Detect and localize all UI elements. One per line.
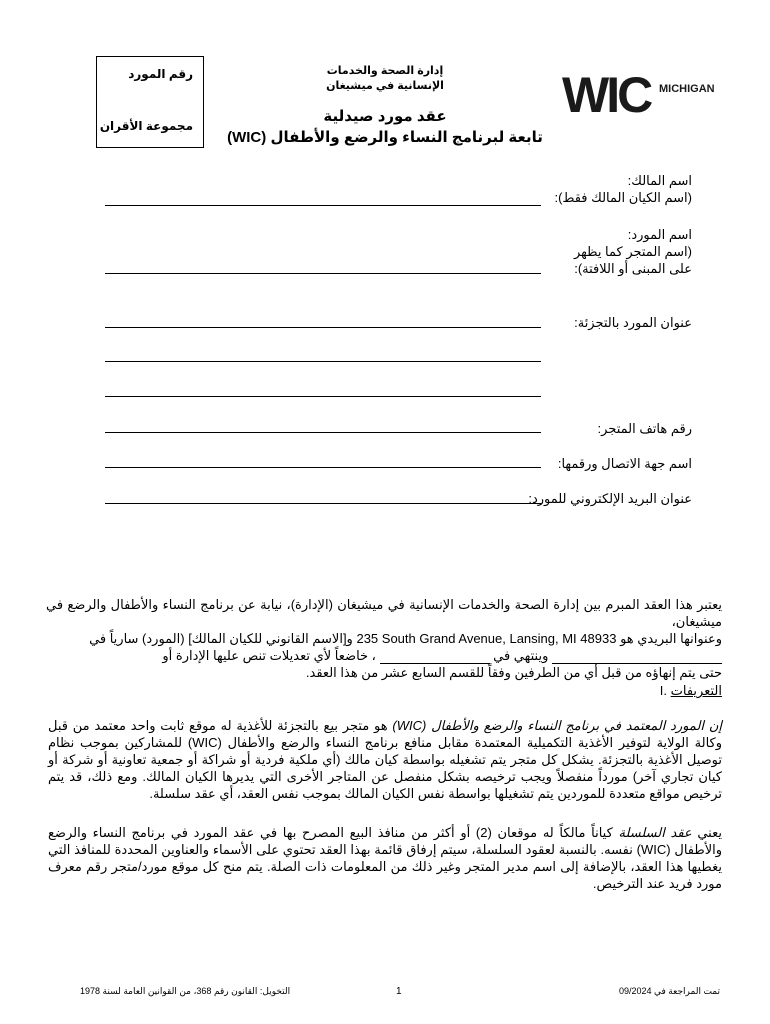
vendor-name-note-1: (اسم المتجر كما يظهر [573, 244, 692, 259]
definition-authorized-vendor [48, 717, 722, 802]
retail-address-field-3[interactable] [105, 396, 541, 397]
intro-line-2-b: و[الاسم القانوني للكيان المالك] (المورد) سارياً في [89, 631, 353, 646]
vendor-info-box [96, 56, 204, 148]
retail-address-field-1[interactable] [105, 327, 541, 328]
intro-line-1: يعتبر هذا العقد المبرم بين إدارة الصحة والخدمات الإنسانية في ميشيغان (الإدارة)، نيابة عن برنامج النساء والأطفال والرضع في ميشيغان، [46, 597, 722, 629]
chain-contract-text: كياناً مالكاً له موقعان (2) أو أكثر من منافذ البيع المصرح بها في عقد المورد في برنامج النساء والرضع والأطفال (WIC) نفسه. بالنسبة لعقود السلسلة، سيتم إرفاق قائمة بهذا العقد تحتوي على الأسماء والعناوين المحددة للمنافذ التي يغطيها هذا العقد، بالإضافة إلى اسم مدير المتجر وغير ذلك من المعلومات ذات الصلة. يتم منح كل موقع مورد/متجر رقم معرف مورد فريد عند الترخيص. [48, 825, 723, 891]
footer-page-number: 1 [396, 986, 402, 997]
phone-label: رقم هاتف المتجر: [597, 421, 692, 436]
intro-line-3 [46, 647, 722, 664]
footer-revised: تمت المراجعة في 09/2024 [618, 986, 720, 996]
section-number: I. [659, 683, 668, 698]
footer-authority: التخويل: القانون رقم 368، من القوانين العامة لسنة 1978 [80, 986, 291, 996]
intro-line-3-a: وينتهي في [493, 648, 549, 663]
owner-name-label: اسم المالك: [627, 173, 692, 188]
logo-state-text: MICHIGAN [659, 83, 715, 95]
authorized-vendor-term: إن المورد المعتمد في برنامج النساء والرضع والأطفال (WIC) [392, 718, 722, 733]
section-title: التعريفات [670, 683, 722, 698]
wic-michigan-logo [562, 64, 722, 124]
peer-group-label: مجموعة الأقران [99, 119, 193, 133]
end-date-field[interactable] [380, 651, 490, 664]
section-heading [634, 683, 722, 699]
department-address: 235 South Grand Avenue, Lansing, MI 48933 [356, 631, 617, 646]
department-line-1: إدارة الصحة والخدمات [326, 65, 444, 77]
intro-line-3-b: ، خاضعاً لأي تعديلات تنص عليها الإدارة أو [162, 648, 376, 663]
contract-intro [46, 596, 722, 681]
retail-address-label: عنوان المورد بالتجزئة: [574, 315, 692, 330]
email-field[interactable] [105, 503, 541, 504]
contact-label: اسم جهة الاتصال ورقمها: [557, 456, 692, 471]
vendor-name-note-2: على المبنى أو اللافتة): [574, 261, 692, 276]
title-line-2: تابعة لبرنامج النساء والرضع والأطفال (WIC) [227, 129, 543, 146]
phone-field[interactable] [105, 432, 541, 433]
logo-wic-text: WIC [562, 67, 651, 123]
page-title [200, 106, 570, 148]
contact-field[interactable] [105, 467, 541, 468]
vendor-name-label: اسم المورد: [627, 227, 692, 242]
owner-entity-label: (اسم الكيان المالك فقط): [554, 190, 692, 205]
start-date-field[interactable] [552, 651, 722, 664]
wic-logo-icon [562, 64, 722, 124]
title-line-1: عقد مورد صيدلية [323, 108, 447, 125]
department-name [310, 64, 460, 94]
definition-chain-contract [48, 824, 722, 892]
authorized-vendor-text: هو متجر بيع بالتجزئة للأغذية له موقع ثابت واحد معتمد من قبل وكالة الولاية لتوفير الأغذية التكميلية المعتمدة مقابل منافع برنامج النساء والرضع والأطفال (WIC) للمشاركين بموجب نظام توصيل الأغذية بالتجزئة. يشكل كل متجر يتم تشغيله بواسطة كيان مالك (أي ملكية فردية أو شراكة أو جمعية تعاونية أو شركة أو كيان تجاري آخر) مورداً منفصلاً ويجب ترخيصه بشكل منفصل عن المتاجر الأخرى التي يديرها الكيان المالك. ومع ذلك، قد يتم ترخيص مواقع متعددة للموردين يتم تشغيلها بواسطة نفس الكيان المالك بموجب نفس العقد، أي عقد سلسلة. [48, 718, 722, 801]
intro-line-2 [46, 630, 722, 647]
chain-contract-prefix: يعني [691, 825, 722, 840]
vendor-number-label: رقم المورد [128, 67, 193, 81]
intro-line-2-a: وعنوانها البريدي هو [620, 631, 722, 646]
department-line-2: الإنسانية في ميشيغان [326, 80, 444, 92]
chain-contract-term: عقد السلسلة [618, 825, 692, 840]
vendor-name-field[interactable] [105, 273, 541, 274]
owner-name-field[interactable] [105, 205, 541, 206]
email-label: عنوان البريد الإلكتروني للمورد: [528, 491, 692, 506]
intro-line-4: حتى يتم إنهاؤه من قبل أي من الطرفين وفقاً للقسم السابع عشر من هذا العقد. [305, 665, 722, 680]
retail-address-field-2[interactable] [105, 361, 541, 362]
